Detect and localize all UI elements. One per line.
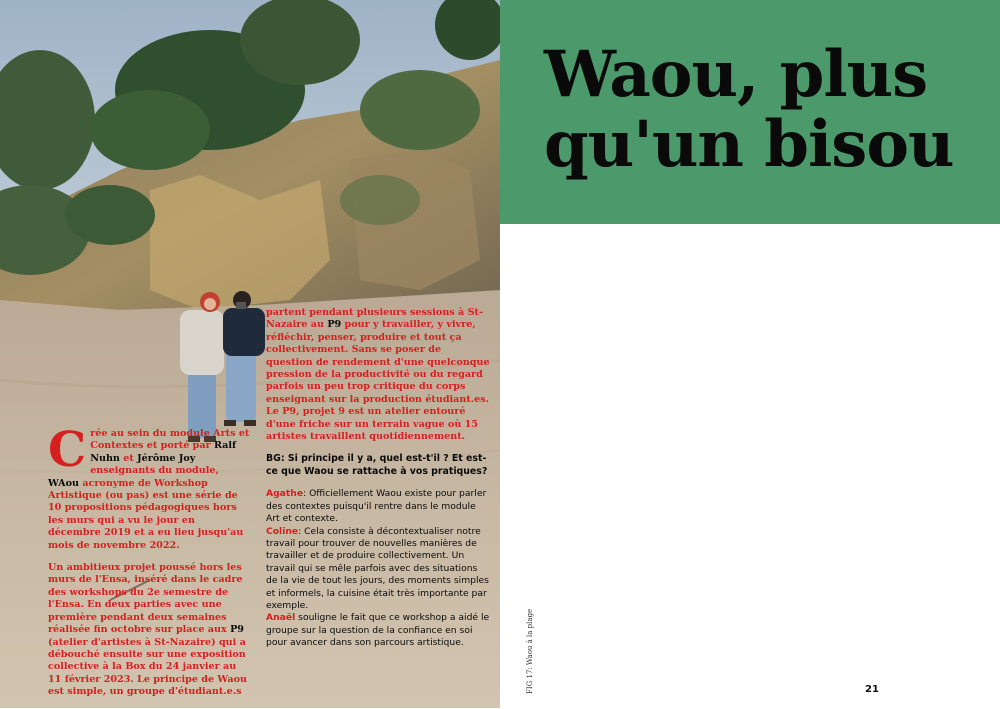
- speaker-coline: Coline: [266, 525, 299, 537]
- intro-p1-c: enseignants du module,: [90, 465, 219, 477]
- p9-mention: P9: [230, 624, 244, 636]
- name-jerome-joy: Jérôme Joy: [137, 452, 196, 464]
- answer-anael: [266, 612, 490, 649]
- intro-paragraph-2: [48, 562, 251, 698]
- answer-coline: [266, 526, 490, 613]
- article-page: [500, 0, 1000, 708]
- intro-p1-d: acronyme de Workshop Artistique (ou pas) est une série de 10 propositions pédagogiques hors les murs qui a vu le jour en décembre 2019 et a eu lieu jusqu'au mois de novembre 2022.: [48, 477, 244, 551]
- intro-p1-a: rée au sein du module Arts et Contextes et porté par: [90, 428, 250, 452]
- intro-p3-b: pour y travailler, y vivre, réfléchir, penser, produire et tout ça collectivement. Sans se poser de question de rendement d'une quelconque pression de la productivité ou du regard parfois un peu trop critique du corps enseignant sur la production étudiant.es. Le P9, projet 9 est un atelier entouré d'une friche sur un terrain vague où 15 artistes travaillent quotidiennement.: [266, 319, 490, 443]
- answer-coline-text: : Cela consiste à décontextualiser notre travail pour trouver de nouvelles manières de travailler et de produire collectivement. Un travail qui se mêle parfois avec des situations de la vie de tout les jours, des moments simples et informels, la cuisine était très importante par exemple.: [266, 525, 489, 611]
- answer-anael-text: souligne le fait que ce workshop a aidé le groupe sur la question de la confiance en soi pour avancer dans son parcours artistique.: [266, 612, 490, 649]
- intro-paragraph-3: [266, 307, 490, 443]
- answer-agathe: [266, 488, 490, 525]
- column-2: [266, 307, 490, 650]
- intro-p3-a: partent pendant plusieurs sessions à St-Nazaire au: [266, 307, 483, 331]
- intro-p2-b: (atelier d'artistes à St-Nazaire) qui a débouché ensuite sur une exposition collective à la Box du 24 janvier au 11 février 2023. Le principe de Waou est simple, un groupe d'étudiant.e.s: [48, 636, 247, 698]
- intro-paragraph-1: [48, 422, 251, 552]
- page-number: 21: [865, 684, 879, 695]
- name-waou: WAou: [48, 477, 79, 489]
- column-1: [48, 422, 251, 709]
- title-line-1: Waou, plus: [544, 37, 928, 112]
- name-ralf-nuhn: Ralf Nuhn: [90, 440, 237, 464]
- speaker-agathe: Agathe: [266, 488, 304, 500]
- answer-agathe-text: : Officiellement Waou existe pour parler des contextes puisqu'il rentre dans le module Art et contexte.: [266, 488, 487, 525]
- intro-p2-a: Un ambitieux projet poussé hors les murs de l'Ensa, inséré dans le cadre des workshops du 2e semestre de l'Ensa. En deux parties avec une première pendant deux semaines réalisée fin octobre sur place aux: [48, 562, 243, 636]
- p9-mention-2: P9: [327, 319, 342, 331]
- dropcap: C: [48, 422, 87, 478]
- intro-p1-b: et: [119, 452, 138, 464]
- speaker-anael: Anaël: [266, 612, 296, 624]
- interview-question: BG: Si principe il y a, quel est-t'il ? Et est-ce que Waou se rattache à vos pratiques?: [266, 453, 488, 477]
- figure-caption: FIG 17: Waou à la plage: [526, 608, 534, 694]
- article-title: [544, 37, 994, 182]
- title-line-2: qu'un bisou: [544, 107, 954, 182]
